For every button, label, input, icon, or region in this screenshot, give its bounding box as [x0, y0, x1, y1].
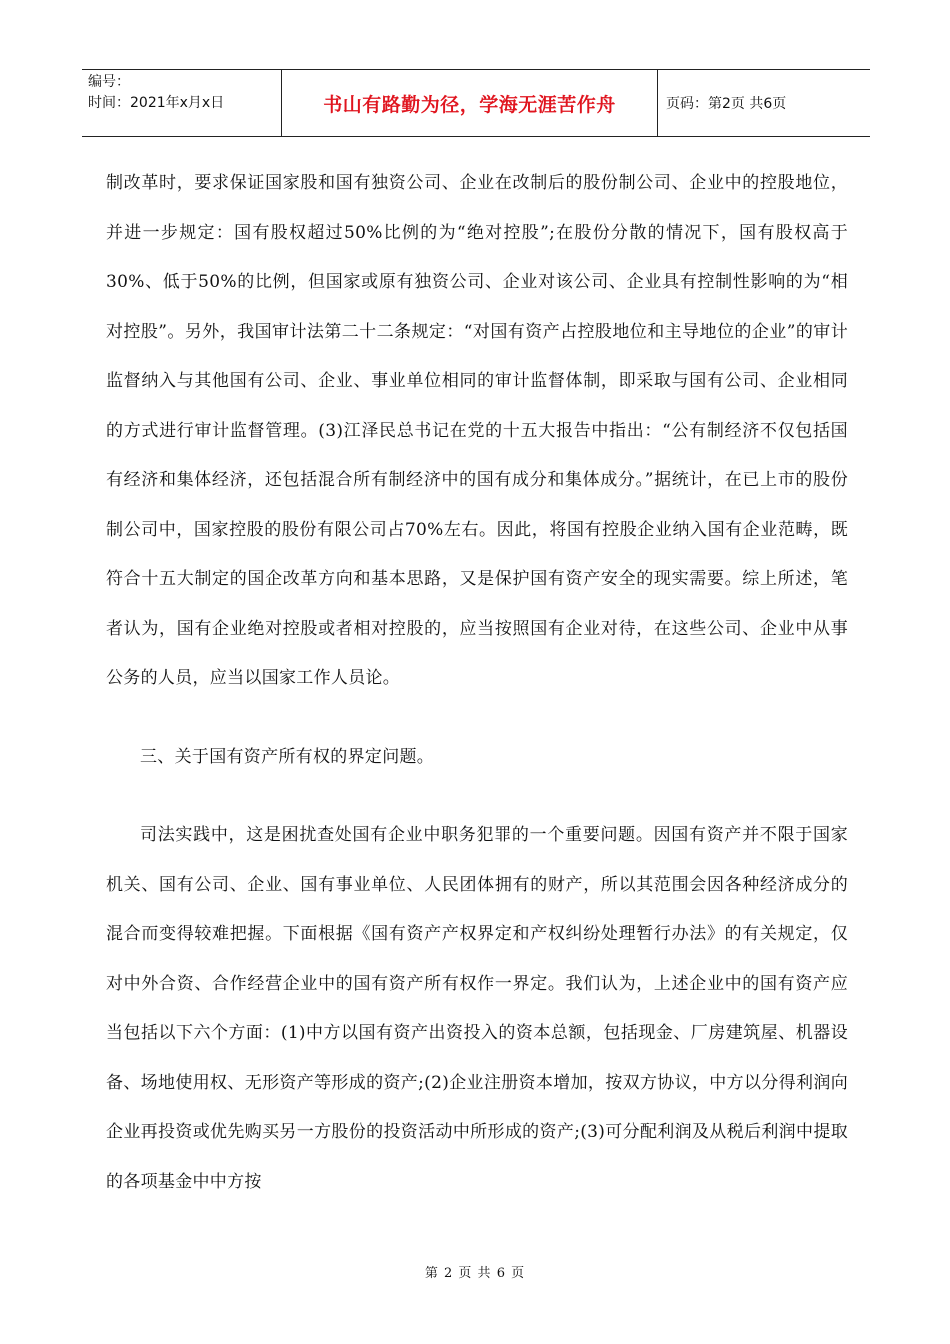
body-paragraph: 司法实践中，这是困扰查处国有企业中职务犯罪的一个重要问题。因国有资产并不限于国家机关、国有公司、企业、国有事业单位、人民团体拥有的财产，所以其范围会因各种经济成分的混合而变得较难把握。下面根据《国有资产产权界定和产权纠纷处理暂行办法》的有关规定，仅对中外合资、合作经营企业中的国有资产所有权作一界定。我们认为，上述企业中的国有资产应当包括以下六个方面：(1)中方以国有资产出资投入的资本总额，包括现金、厂房建筑屋、机器设备、场地使用权、无形资产等形成的资产;(2)企业注册资本增加，按双方协议，中方以分得利润向企业再投资或优先购买另一方股份的投资活动中所形成的资产;(3)可分配利润及从税后利润中提取的各项基金中中方按 — [106, 825, 848, 1192]
body-paragraph: 制改革时，要求保证国家股和国有独资公司、企业在改制后的股份制公司、企业中的控股地位，并进一步规定：国有股权超过50%比例的为“绝对控股”;在股份分散的情况下，国有股权高于30%、低于50%的比例，但国家或原有独资公司、企业对该公司、企业具有控制性影响的为“相对控股”。另外，我国审计法第二十二条规定：“对国有资产占控股地位和主导地位的企业”的审计监督纳入与其他国有公司、企业、事业单位相同的审计监督体制，即采取与国有公司、企业相同的方式进行审计监督管理。(3)江泽民总书记在党的十五大报告中指出：“公有制经济不仅包括国有经济和集体经济，还包括混合所有制经济中的国有成分和集体成分。”据统计，在已上市的股份制公司中，国家控股的股份有限公司占70%左右。因此，将国有控股企业纳入国有企业范畴，既符合十五大制定的国企改革方向和基本思路，又是保护国有资产安全的现实需要。综上所述，笔者认为，国有企业绝对控股或者相对控股的，应当按照国有企业对待，在这些公司、企业中从事公务的人员，应当以国家工作人员论。 — [106, 173, 848, 688]
header-meta — [82, 70, 282, 136]
page-footer: 第 2 页 共 6 页 — [424, 1266, 526, 1281]
header-motto: 书山有路勤为径，学海无涯苦作舟 — [282, 70, 658, 136]
section-heading: 三、关于国有资产所有权的界定问题。 — [140, 746, 435, 767]
page-header — [82, 69, 870, 137]
header-page-info: 页码：第2页 共6页 — [666, 96, 787, 112]
document-body — [106, 159, 848, 1207]
document-number-label: 编号： — [88, 74, 130, 90]
document-time-label: 时间：2021年x月x日 — [88, 95, 225, 111]
